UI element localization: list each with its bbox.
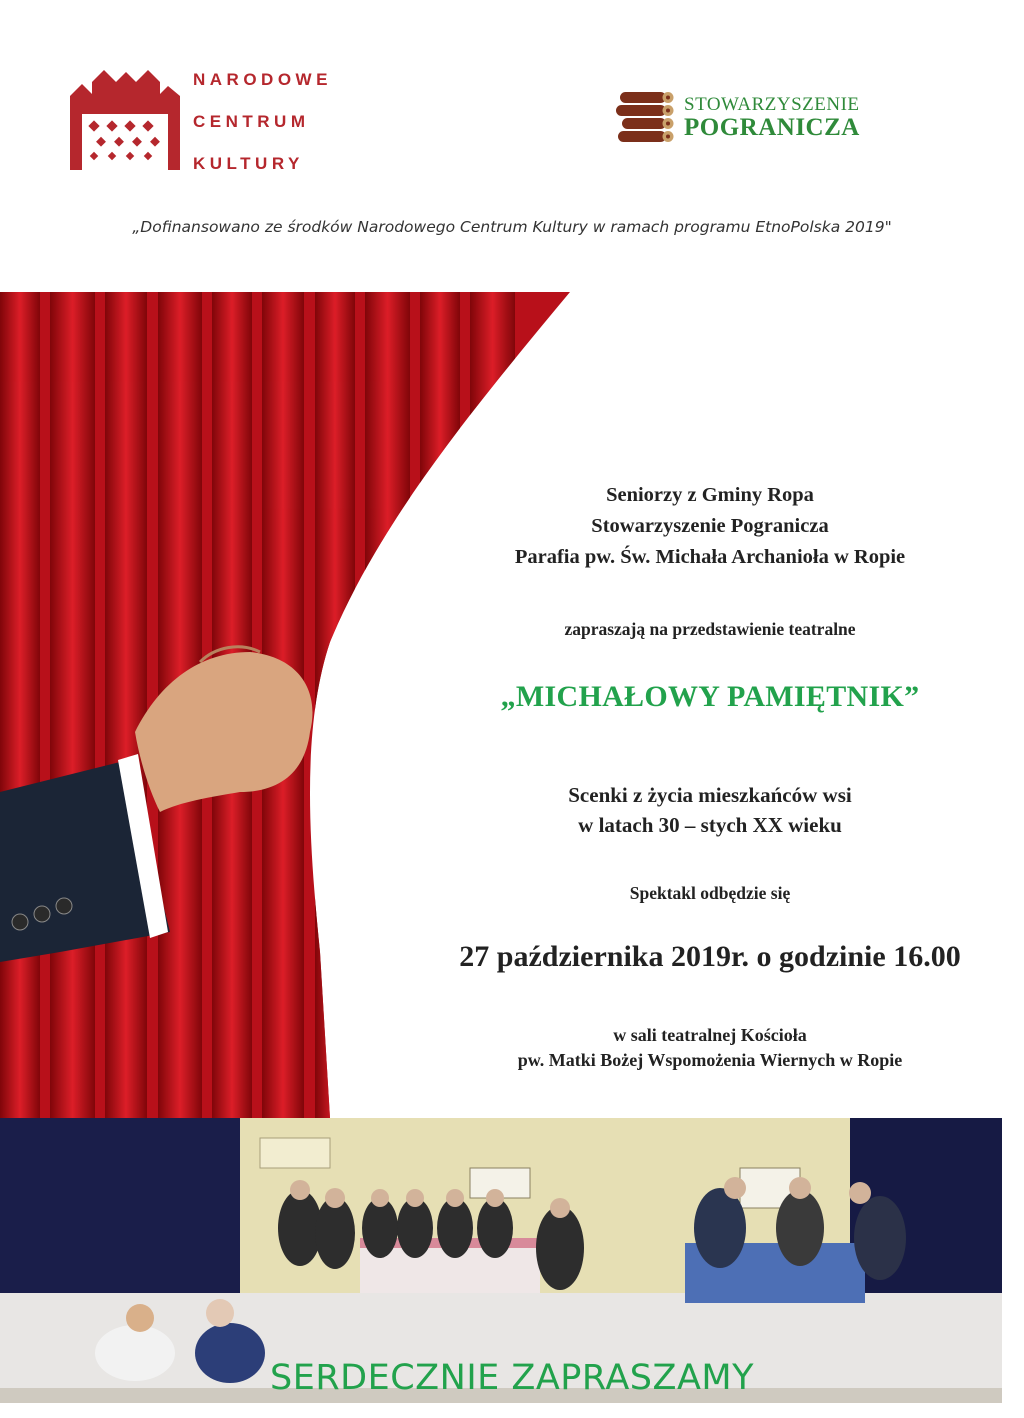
- logs-icon: [614, 86, 678, 148]
- nck-name-line-3: KULTURY: [193, 154, 304, 173]
- event-datetime: 27 października 2019r. o godzinie 16.00: [459, 940, 961, 973]
- closing-invitation: SERDECZNIE ZAPRASZAMY: [270, 1358, 754, 1398]
- organizer-1: Seniorzy z Gminy Ropa: [606, 484, 814, 506]
- invite-text: zapraszają na przedstawienie teatralne: [564, 619, 856, 639]
- nck-crown-icon: [70, 68, 180, 172]
- subtitle-line-1: Scenki z życia mieszkańców wsi: [568, 783, 852, 807]
- play-title: „MICHAŁOWY PAMIĘTNIK”: [500, 680, 920, 713]
- funding-note: „Dofinansowano ze środków Narodowego Centrum Kultury w ramach programu EtnoPolska 2019": [132, 218, 892, 236]
- nck-logo: [70, 68, 370, 178]
- subtitle: [395, 780, 1024, 840]
- spektakl-note: Spektakl odbędzie się: [629, 883, 791, 903]
- stowarzyszenie-name-line-1: STOWARZYSZENIE: [684, 94, 860, 115]
- organizers: [395, 480, 1024, 573]
- venue-line-1: w sali teatralnej Kościoła: [613, 1025, 807, 1045]
- stowarzyszenie-name-line-2: POGRANICZA: [684, 114, 860, 141]
- organizer-3: Parafia pw. Św. Michała Archanioła w Ropie: [514, 546, 906, 568]
- organizer-2: Stowarzyszenie Pogranicza: [591, 515, 829, 537]
- nck-name-line-1: NARODOWE: [193, 70, 332, 89]
- subtitle-line-2: w latach 30 – stych XX wieku: [578, 813, 842, 837]
- stowarzyszenie-logo: [614, 86, 944, 150]
- venue-line-2: pw. Matki Bożej Wspomożenia Wiernych w Ropie: [517, 1050, 903, 1070]
- nck-name-line-2: CENTRUM: [193, 112, 310, 131]
- venue: [395, 1023, 1024, 1073]
